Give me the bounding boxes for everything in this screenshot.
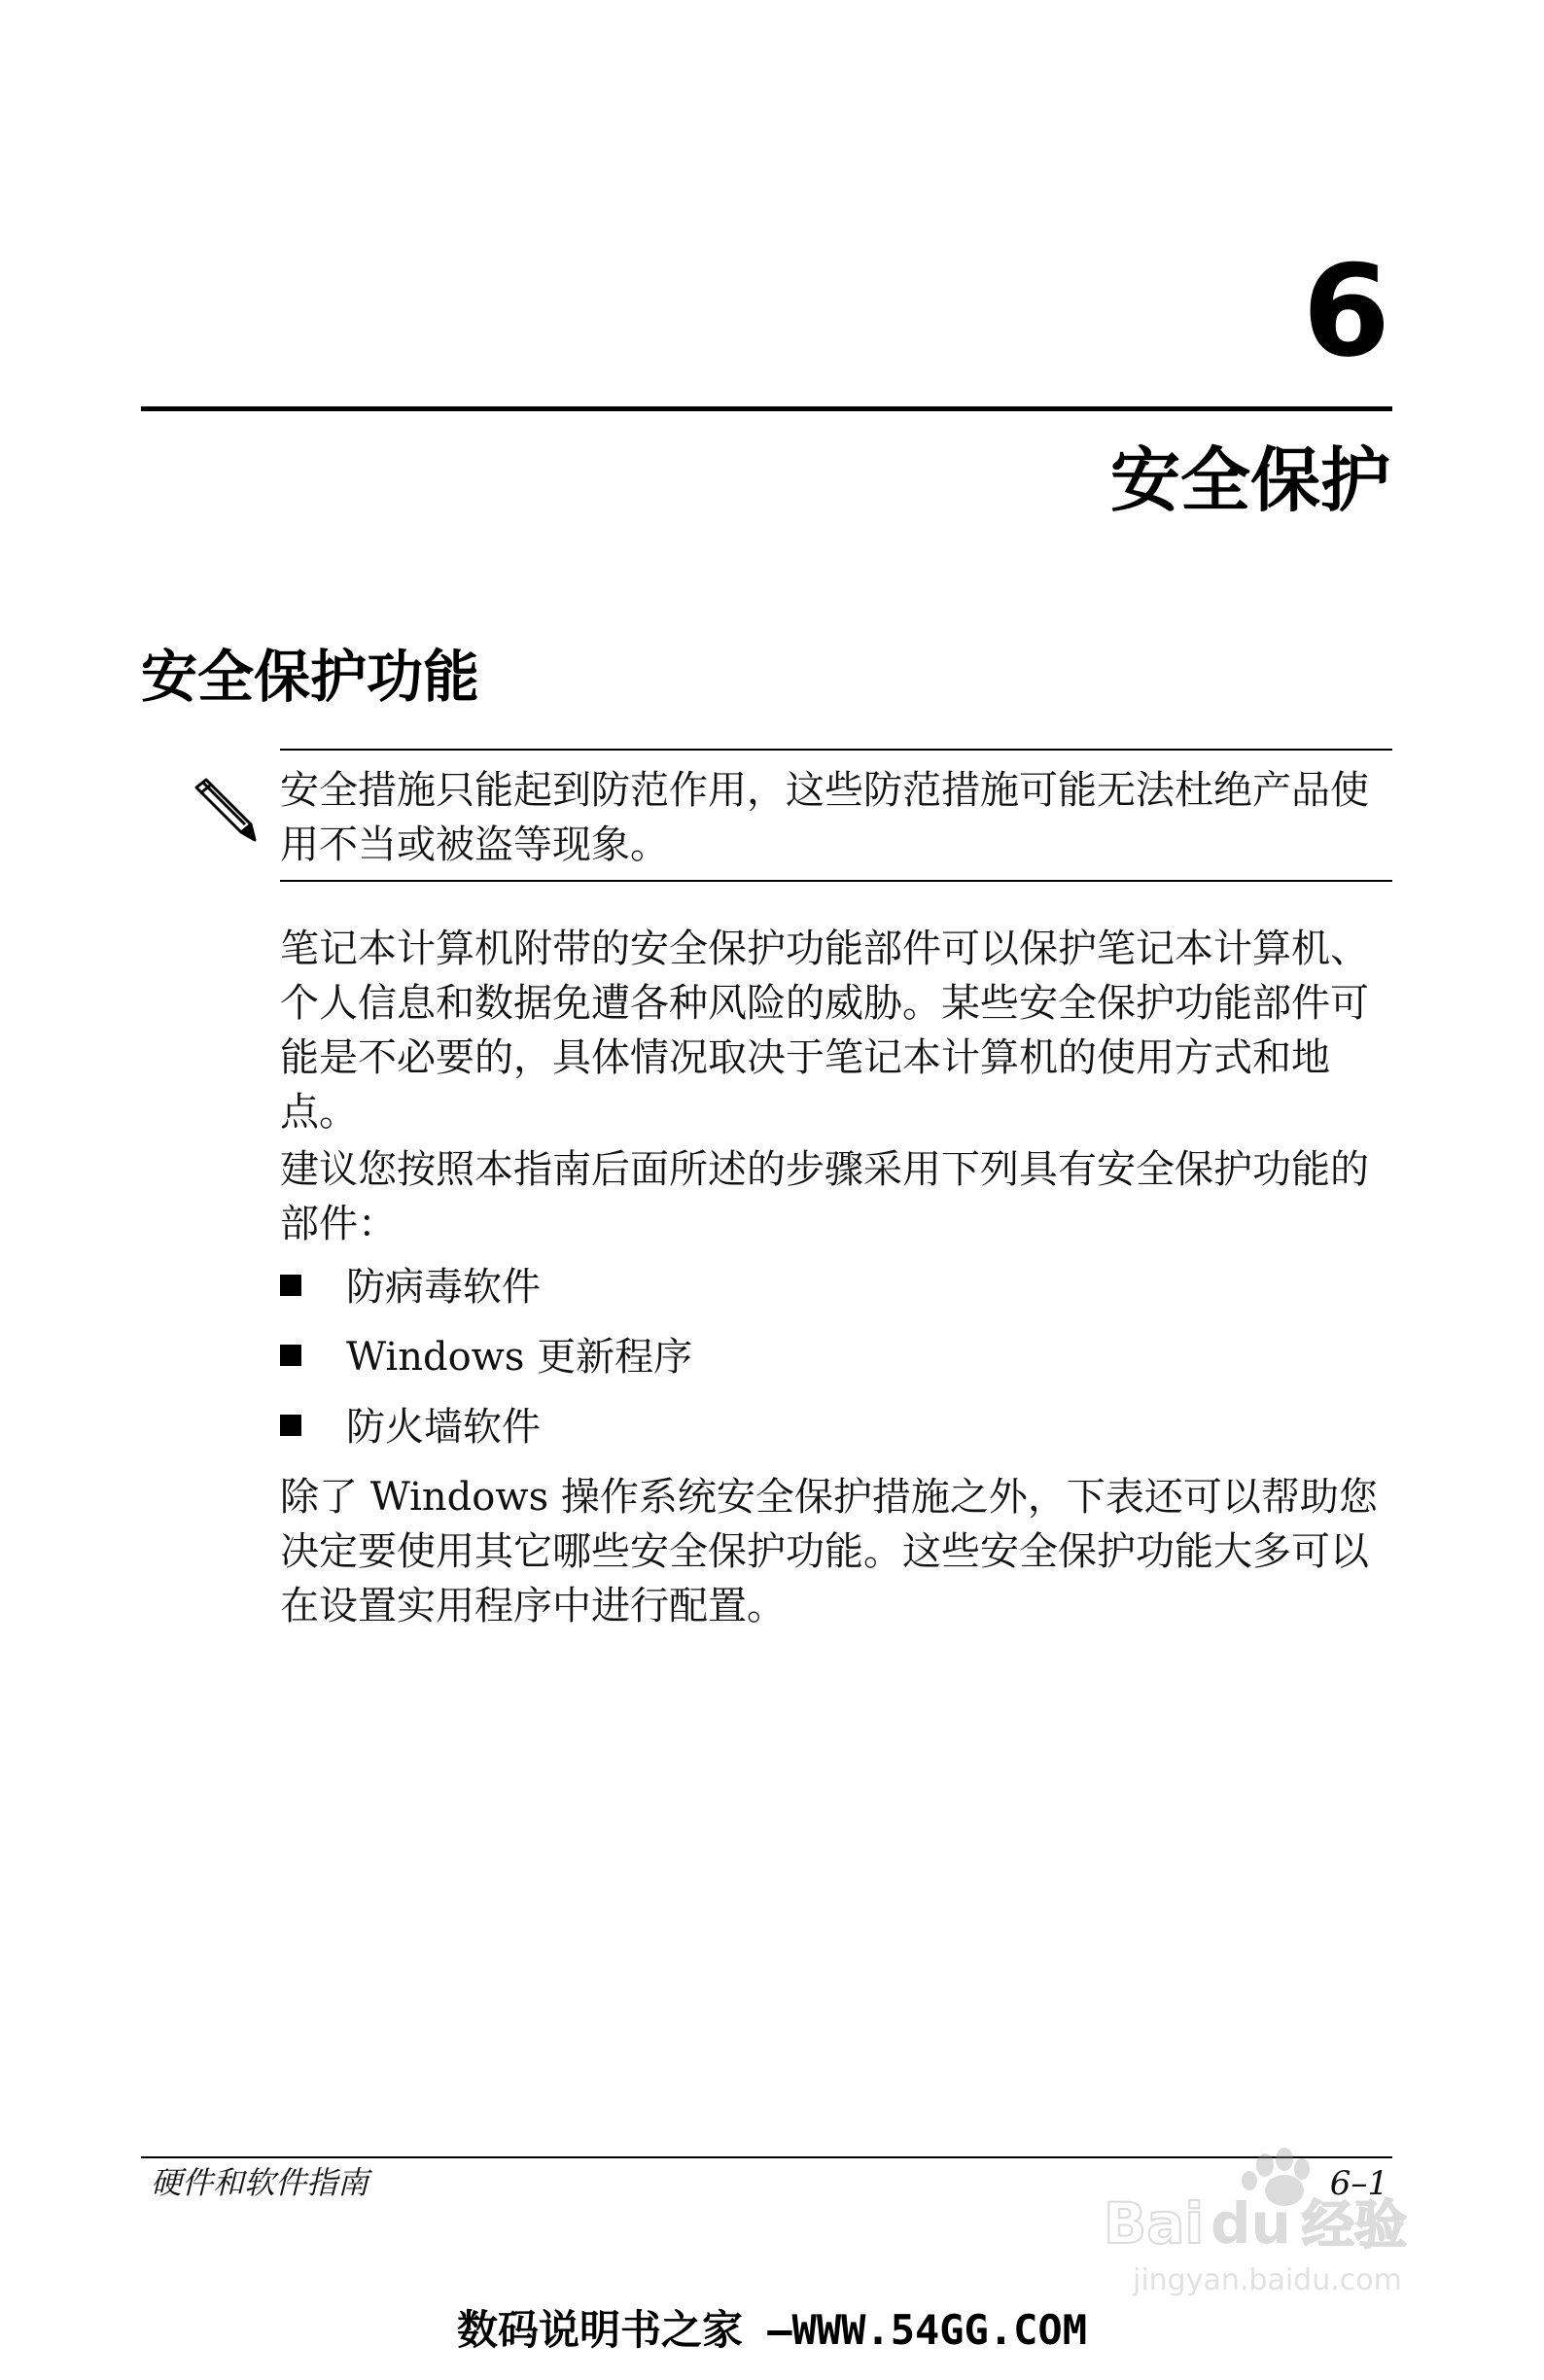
- svg-text:经验: 经验: [1302, 2194, 1407, 2256]
- list-item-text: 防火墙软件: [346, 1405, 541, 1450]
- bottom-banner: 数码说明书之家 —WWW.54GG.COM: [456, 2306, 1087, 2354]
- page-number: 6–1: [1329, 2164, 1388, 2203]
- baidu-watermark-logo: [1094, 2144, 1444, 2309]
- chapter-number: 6: [1302, 237, 1390, 385]
- closing-paragraph: 除了 Windows 操作系统安全保护措施之外，下表还可以帮助您决定要使用其它哪些安全保护功能。这些安全保护功能大多可以在设置实用程序中进行配置。: [280, 1475, 1378, 1628]
- note-top-rule: [280, 749, 1392, 751]
- svg-text:jingyan.baidu.com: jingyan.baidu.com: [1133, 2263, 1402, 2297]
- bullet-square-icon: [280, 1345, 301, 1366]
- closing-paragraph-block: [280, 1470, 1398, 1633]
- chapter-rule: [141, 406, 1392, 411]
- note-text: 安全措施只能起到防范作用，这些防范措施可能无法杜绝产品使用不当或被盗等现象。: [280, 768, 1369, 867]
- svg-text:du: du: [1211, 2190, 1291, 2257]
- list-item: [280, 1260, 541, 1314]
- list-item: [280, 1330, 692, 1384]
- list-item-text: Windows 更新程序: [346, 1335, 693, 1380]
- chapter-title: 安全保护: [1109, 439, 1390, 521]
- list-item-text: 防病毒软件: [346, 1265, 541, 1310]
- recommendation-paragraph-block: [280, 1142, 1398, 1251]
- svg-text:Bai: Bai: [1104, 2190, 1205, 2257]
- intro-paragraph: 笔记本计算机附带的安全保护功能部件可以保护笔记本计算机、个人信息和数据免遭各种风险的威胁。某些安全保护功能部件可能是不必要的，具体情况取决于笔记本计算机的使用方式和地点。: [280, 927, 1369, 1135]
- footer-title: 硬件和软件指南: [151, 2164, 369, 2201]
- intro-paragraph-block: [280, 922, 1398, 1139]
- pencil-icon: [183, 768, 261, 846]
- note-bottom-rule: [280, 880, 1392, 882]
- list-item: [280, 1400, 541, 1454]
- bullet-square-icon: [280, 1275, 301, 1296]
- section-heading: 安全保护功能: [141, 644, 480, 710]
- bullet-square-icon: [280, 1415, 301, 1436]
- recommendation-paragraph: 建议您按照本指南后面所述的步骤采用下列具有安全保护功能的部件：: [280, 1147, 1369, 1246]
